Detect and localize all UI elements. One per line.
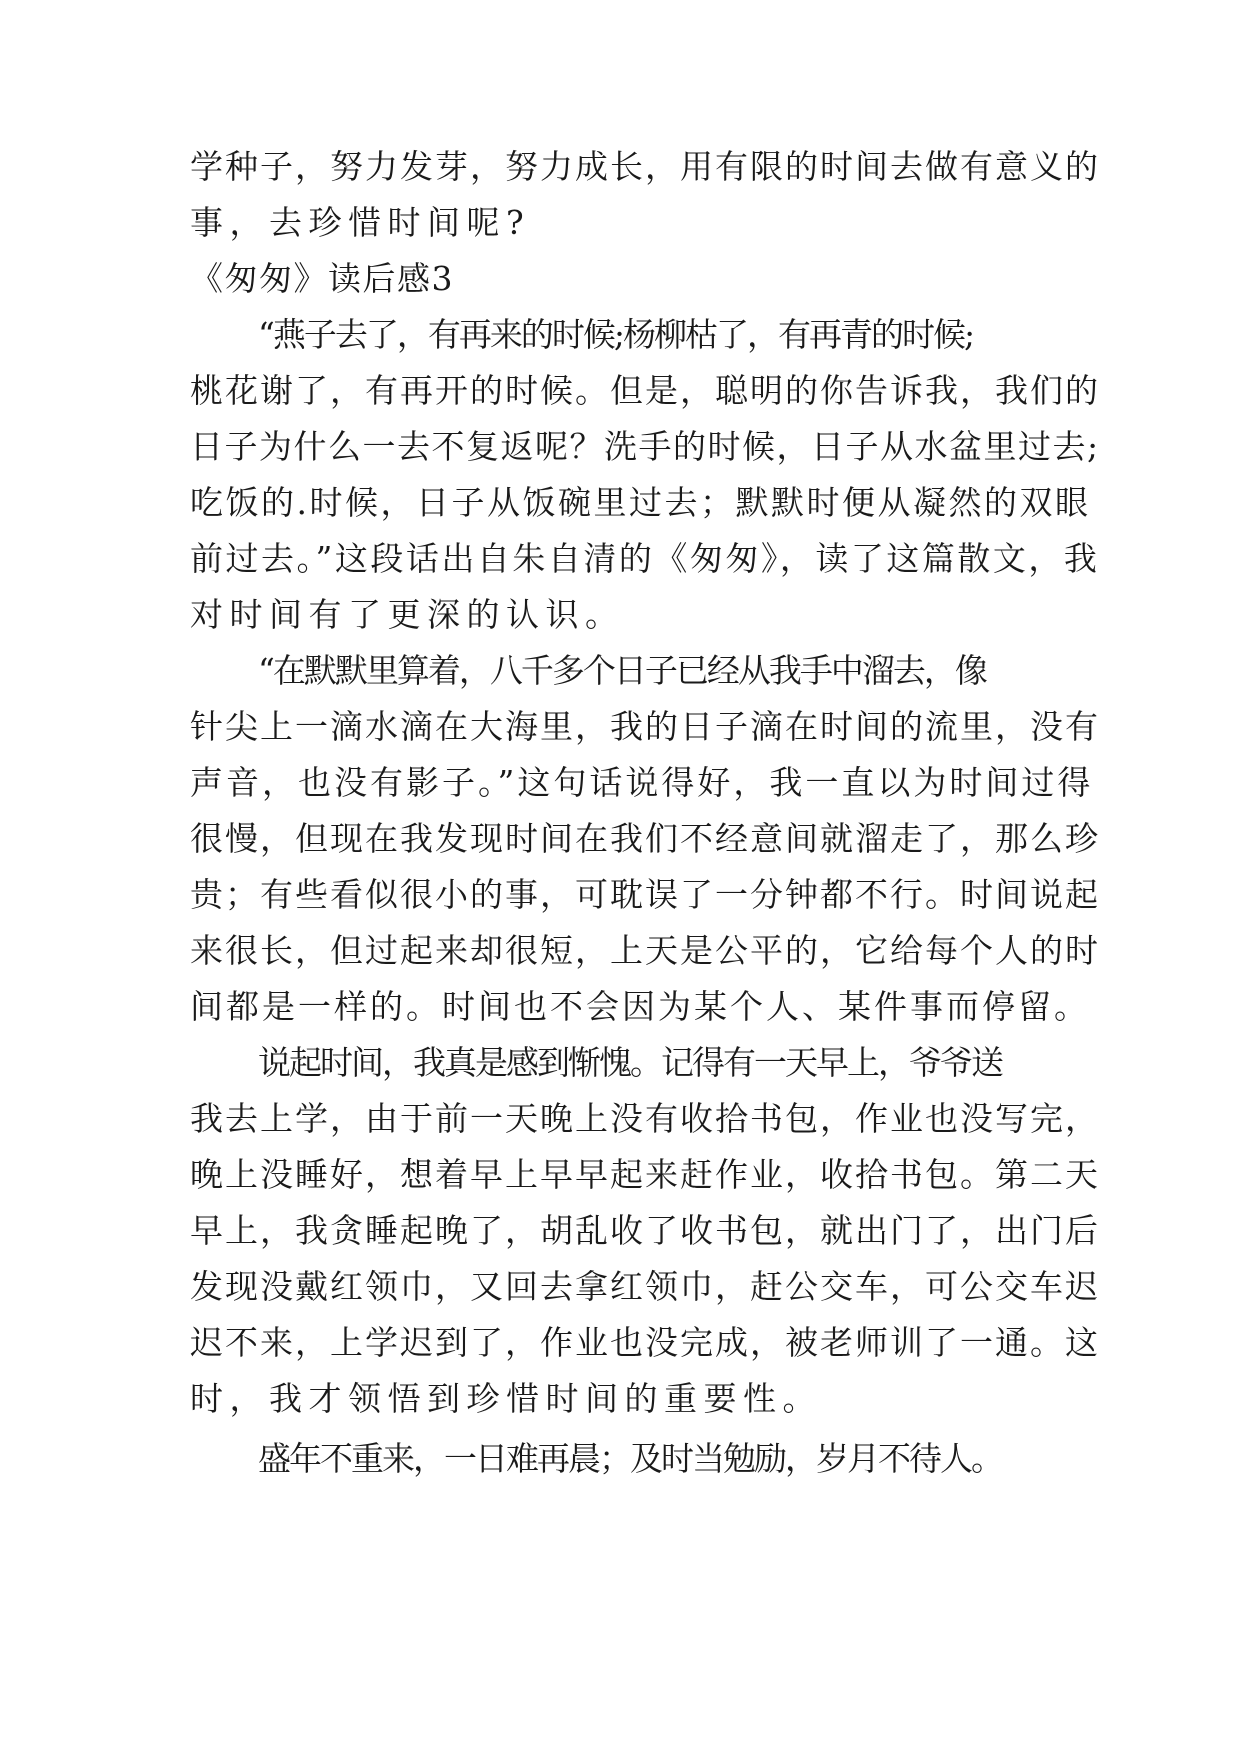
text-line-15: 来很长，但过起来却很短，上天是公平的，它给每个人的时 [190, 931, 1100, 970]
text-line-18: 我去上学，由于前一天晚上没有收拾书包，作业也没写完， [190, 1099, 1100, 1138]
text-line-10: “在默默里算着，八千多个日子已经从我手中溜去，像 [258, 651, 986, 690]
section-heading: 《匆匆》读后感3 [190, 259, 454, 298]
text-line-17: 说起时间，我真是感到惭愧。记得有一天早上，爷爷送 [258, 1043, 1002, 1082]
text-line-13: 很慢，但现在我发现时间在我们不经意间就溜走了，那么珍 [190, 819, 1100, 858]
text-line-6: 日子为什么一去不复返呢？洗手的时候，日子从水盆里过去; [190, 427, 1100, 466]
text-line-20: 早上，我贪睡起晚了，胡乱收了收书包，就出门了，出门后 [190, 1211, 1100, 1250]
text-line-16: 间都是一样的。时间也不会因为某个人、某件事而停留。 [190, 987, 1090, 1026]
text-line-7: 吃饭的.时候，日子从饭碗里过去；默默时便从凝然的双眼 [190, 483, 1091, 522]
text-line-12: 声音，也没有影子。”这句话说得好，我一直以为时间过得 [190, 763, 1094, 802]
text-line-2: 事，去珍惜时间呢? [190, 203, 531, 242]
text-line-19: 晚上没睡好，想着早上早早起来赶作业，收拾书包。第二天 [190, 1155, 1100, 1194]
text-line-14: 贵；有些看似很小的事，可耽误了一分钟都不行。时间说起 [190, 875, 1100, 914]
text-line-11: 针尖上一滴水滴在大海里，我的日子滴在时间的流里，没有 [190, 707, 1100, 746]
text-line-23: 时，我才领悟到珍惜时间的重要性。 [190, 1379, 822, 1418]
text-line-9: 对时间有了更深的认识。 [190, 595, 625, 634]
text-line-5: 桃花谢了，有再开的时候。但是，聪明的你告诉我，我们的 [190, 371, 1100, 410]
text-line-21: 发现没戴红领巾，又回去拿红领巾，赶公交车，可公交车迟 [190, 1267, 1100, 1306]
text-line-1: 学种子，努力发芽，努力成长，用有限的时间去做有意义的 [190, 147, 1100, 186]
text-line-8: 前过去。”这段话出自朱自清的《匆匆》，读了这篇散文，我 [190, 539, 1100, 578]
text-line-24: 盛年不重来，一日难再晨；及时当勉励，岁月不待人。 [258, 1439, 1002, 1478]
text-line-4: “燕子去了，有再来的时候;杨柳枯了，有再青的时候; [258, 315, 974, 354]
text-line-22: 迟不来，上学迟到了，作业也没完成，被老师训了一通。这 [190, 1323, 1100, 1362]
